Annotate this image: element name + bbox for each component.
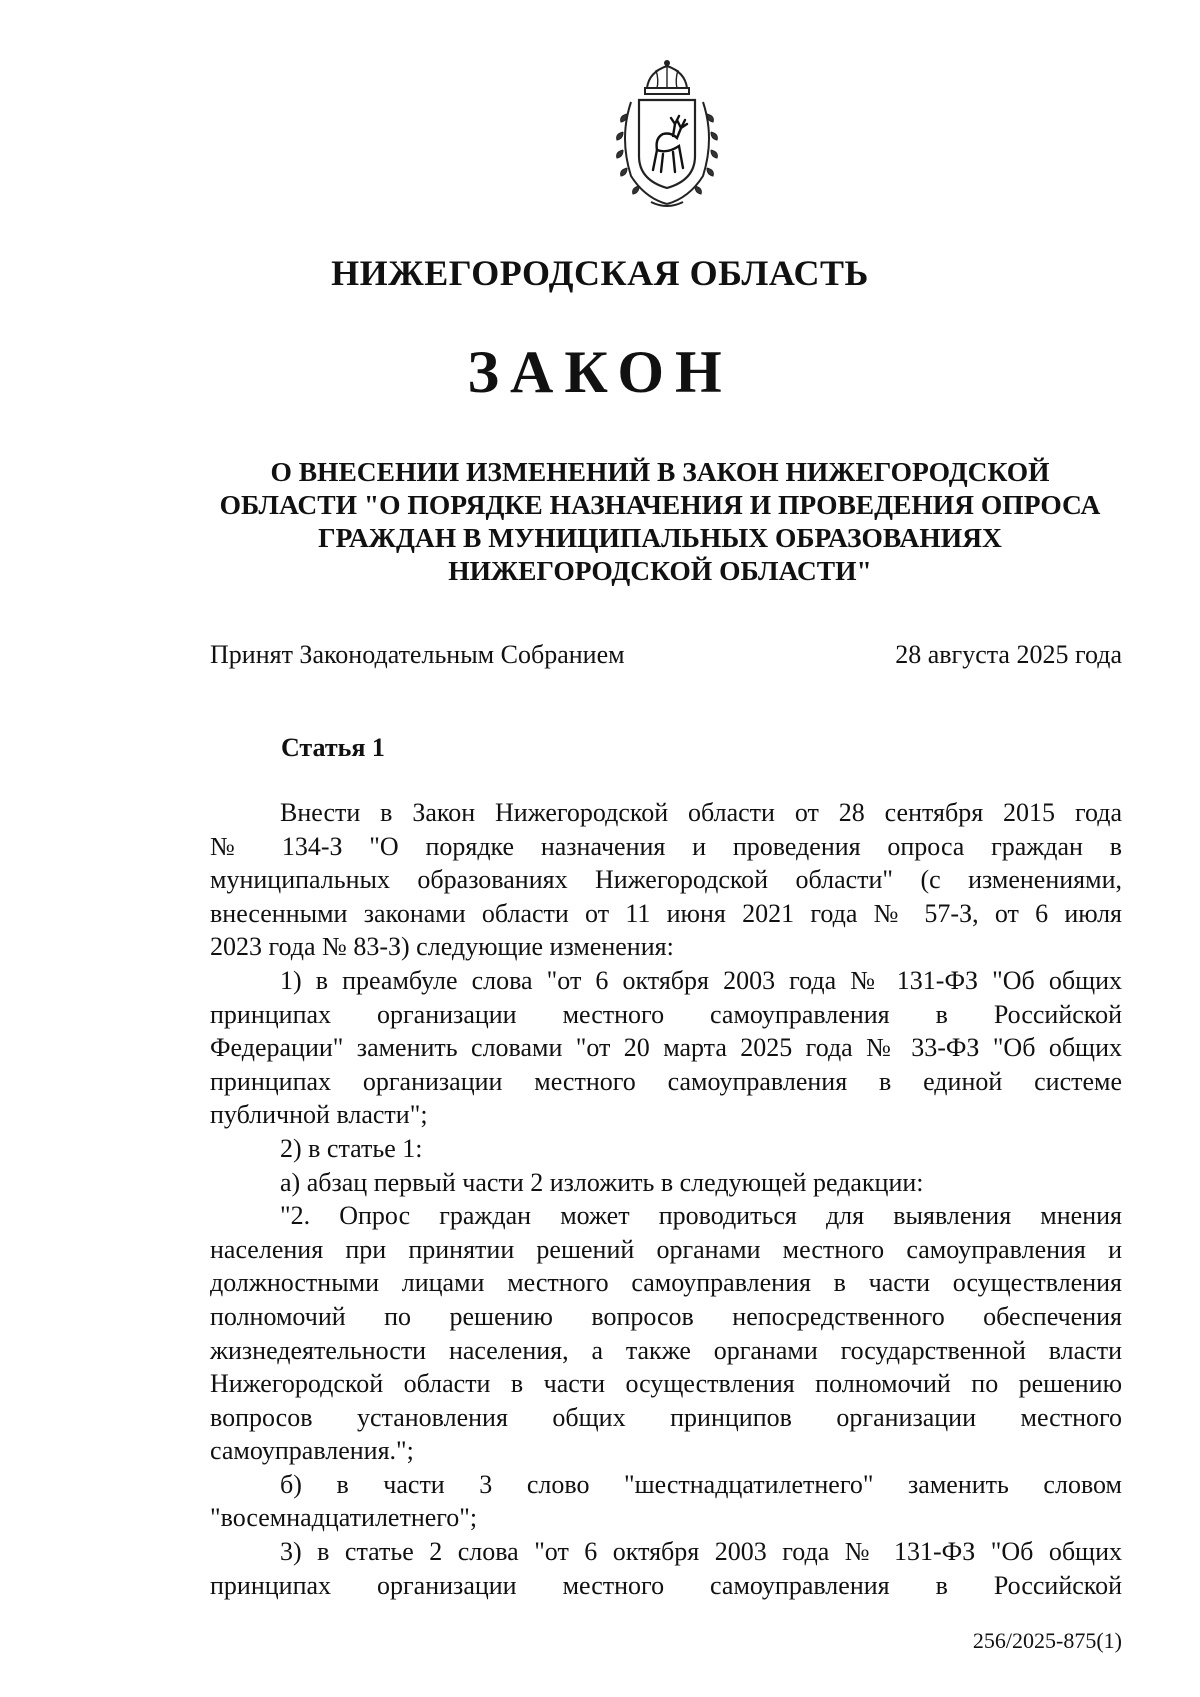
body-line: принципах организации местного самоуправления в Российской bbox=[210, 999, 1122, 1029]
document-number: 256/2025-875(1) bbox=[972, 1628, 1122, 1653]
body-line: а) абзац первый части 2 изложить в следующей редакции: bbox=[280, 1167, 924, 1197]
body-line: самоуправления."; bbox=[210, 1436, 414, 1466]
body-line: 1) в преамбуле слова "от 6 октября 2003 года № 131-ФЗ "Об общих bbox=[280, 965, 1122, 995]
body-line: внесенными законами области от 11 июня 2021 года № 57-З, от 6 июля bbox=[210, 898, 1122, 928]
body-line: Внести в Закон Нижегородской области от 28 сентября 2015 года bbox=[280, 798, 1122, 827]
body-line: Нижегородской области в части осуществления полномочий по решению bbox=[210, 1369, 1122, 1399]
body-line: Федерации" заменить словами "от 20 марта 2025 года № 33-ФЗ "Об общих bbox=[210, 1033, 1122, 1063]
body-line: 2023 года № 83-З) следующие изменения: bbox=[210, 932, 674, 962]
document-type: ЗАКОН bbox=[467, 339, 733, 405]
law-title-line: ОБЛАСТИ "О ПОРЯДКЕ НАЗНАЧЕНИЯ И ПРОВЕДЕНИЯ ОПРОСА bbox=[219, 489, 1101, 520]
adoption-date: 28 августа 2025 года bbox=[895, 640, 1122, 669]
law-title-line: ГРАЖДАН В МУНИЦИПАЛЬНЫХ ОБРАЗОВАНИЯХ bbox=[318, 522, 1002, 553]
coat-of-arms-icon bbox=[601, 58, 733, 210]
body-line: жизнедеятельности населения, а также органами государственной власти bbox=[210, 1335, 1122, 1365]
body-line: "восемнадцатилетнего"; bbox=[210, 1503, 478, 1533]
body-line: 2) в статье 1: bbox=[280, 1133, 423, 1163]
article-heading: Статья 1 bbox=[281, 733, 385, 762]
article-body bbox=[210, 796, 1122, 1602]
body-line: б) в части 3 слово "шестнадцатилетнего" заменить словом bbox=[280, 1469, 1122, 1499]
law-title bbox=[190, 455, 1130, 587]
body-line: полномочий по решению вопросов непосредственного обеспечения bbox=[210, 1301, 1122, 1331]
body-line: 3) в статье 2 слова "от 6 октября 2003 года № 131-ФЗ "Об общих bbox=[280, 1537, 1122, 1567]
body-line: муниципальных образованиях Нижегородской области" (с изменениями, bbox=[210, 865, 1122, 895]
adopted-by: Принят Законодательным Собранием bbox=[210, 640, 625, 669]
body-line: публичной власти"; bbox=[210, 1100, 428, 1130]
body-line: населения при принятии решений органами местного самоуправления и bbox=[210, 1234, 1122, 1264]
law-title-line: О ВНЕСЕНИИ ИЗМЕНЕНИЙ В ЗАКОН НИЖЕГОРОДСКОЙ bbox=[270, 456, 1050, 487]
body-line: вопросов установления общих принципов организации местного bbox=[210, 1402, 1122, 1432]
body-line: принципах организации местного самоуправления в Российской bbox=[210, 1570, 1122, 1600]
region-name: НИЖЕГОРОДСКАЯ ОБЛАСТЬ bbox=[331, 253, 869, 293]
body-line: "2. Опрос граждан может проводиться для выявления мнения bbox=[280, 1201, 1122, 1231]
law-title-line: НИЖЕГОРОДСКОЙ ОБЛАСТИ" bbox=[448, 555, 872, 586]
body-line: должностными лицами местного самоуправления в части осуществления bbox=[210, 1268, 1122, 1298]
body-line: принципах организации местного самоуправления в единой системе bbox=[210, 1066, 1122, 1096]
body-line: № 134-З "О порядке назначения и проведения опроса граждан в bbox=[210, 831, 1122, 861]
